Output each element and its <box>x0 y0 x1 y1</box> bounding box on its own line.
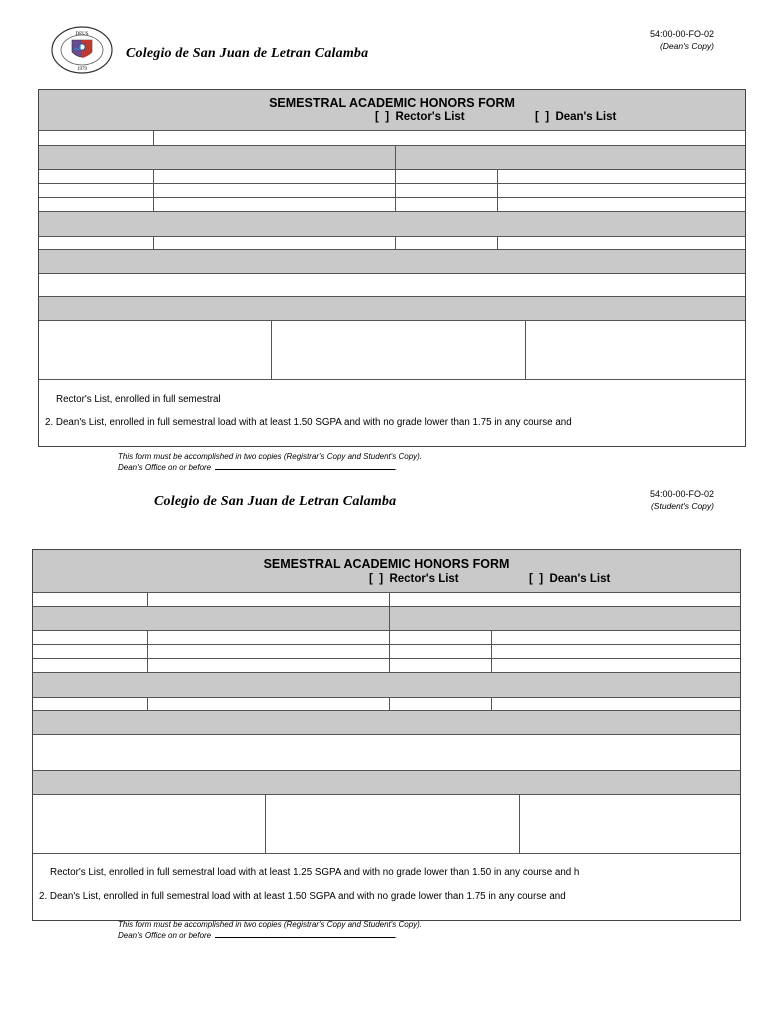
sgpa-field[interactable] <box>498 237 745 249</box>
form-code-2: 54:00-00-FO-02 <box>649 489 714 499</box>
semester-field[interactable] <box>154 237 394 249</box>
form-code: 54:00-00-FO-02 <box>649 29 714 39</box>
rectors-list-checkbox[interactable]: [ ] Rector's List <box>375 111 465 123</box>
info-field-1[interactable] <box>154 170 394 183</box>
info-field-6[interactable] <box>498 198 745 211</box>
note-line-1: This form must be accomplished in two copies (Registrar's Copy and Student's Copy). <box>118 452 423 461</box>
date-blank[interactable] <box>215 462 395 470</box>
students-copy-form <box>32 549 741 921</box>
form-title: SEMESTRAL ACADEMIC HONORS FORM <box>269 96 515 110</box>
criteria-rectors: Rector's List, enrolled in full semestral <box>56 394 221 405</box>
note-line-1b: This form must be accomplished in two copies (Registrar's Copy and Student's Copy). <box>118 920 423 929</box>
school-name: Colegio de San Juan de Letran Calamba <box>126 46 369 61</box>
section-band-3b <box>33 711 740 734</box>
form-code-block-2 <box>650 488 714 512</box>
section-band-1b <box>33 606 740 630</box>
rectors-list-checkbox-2[interactable]: [ ] Rector's List <box>369 573 459 585</box>
section-band-4 <box>39 297 745 320</box>
seal-motto: DEUS <box>75 32 89 37</box>
semester-field-2[interactable] <box>148 698 388 710</box>
criteria-rectors-2: Rector's List, enrolled in full semestral load with at least 1.25 SGPA and with no grade lower than 1.50 in any course and h <box>50 867 580 878</box>
criteria-deans: 2. Dean's List, enrolled in full semestral load with at least 1.50 SGPA and with no grade lower than 1.75 in any course and <box>45 417 572 428</box>
section-band-3 <box>39 250 745 273</box>
remarks-field-2[interactable] <box>33 735 740 770</box>
info-field-3b[interactable] <box>148 645 388 658</box>
section-band-2b <box>33 673 740 697</box>
name-field[interactable] <box>154 131 745 145</box>
name-label-cell <box>39 131 153 145</box>
instructions-note-2: This form must be accomplished in two copies (Registrar's Copy and Student's Copy). Dean's Office on or before . <box>118 920 423 940</box>
form-title-2: SEMESTRAL ACADEMIC HONORS FORM <box>263 557 510 571</box>
section-band-2 <box>39 212 745 236</box>
criteria-deans-2: 2. Dean's List, enrolled in full semestral load with at least 1.50 SGPA and with no grade lower than 1.75 in any course and <box>39 891 566 902</box>
info-field-6b[interactable] <box>492 659 740 672</box>
instructions-note: This form must be accomplished in two copies (Registrar's Copy and Student's Copy). Dean's Office on or before . <box>118 452 423 472</box>
info-field-3[interactable] <box>154 184 394 197</box>
signature-box-3[interactable] <box>526 321 745 379</box>
note-line-2b: Dean's Office on or before <box>118 931 212 940</box>
seal-year: 1979 <box>77 67 87 72</box>
note-line-2: Dean's Office on or before <box>118 463 212 472</box>
info-field-5[interactable] <box>154 198 394 211</box>
copy-label-2: (Student's Copy) <box>650 501 714 511</box>
deans-list-checkbox[interactable]: [ ] Dean's List <box>535 111 617 123</box>
remarks-field[interactable] <box>39 274 745 296</box>
info-field-1b[interactable] <box>148 631 388 644</box>
info-field-2b[interactable] <box>492 631 740 644</box>
form-code-block <box>650 28 714 52</box>
info-field-5b[interactable] <box>148 659 388 672</box>
school-name-2: Colegio de San Juan de Letran Calamba <box>154 494 397 509</box>
deans-copy-form <box>38 89 746 447</box>
section-band-1 <box>39 145 745 169</box>
signature-box-2[interactable] <box>272 321 525 379</box>
deans-list-checkbox-2[interactable]: [ ] Dean's List <box>529 573 611 585</box>
name-field-2[interactable] <box>148 593 740 606</box>
signature-box-1b[interactable] <box>33 795 265 853</box>
signature-box-1[interactable] <box>39 321 271 379</box>
info-field-4b[interactable] <box>492 645 740 658</box>
section-band-4b <box>33 771 740 794</box>
copy-label: (Dean's Copy) <box>659 41 714 51</box>
signature-box-3b[interactable] <box>520 795 740 853</box>
info-field-4[interactable] <box>498 184 745 197</box>
school-seal-logo <box>50 25 114 73</box>
info-field-2[interactable] <box>498 170 745 183</box>
date-blank-2[interactable] <box>215 930 395 938</box>
signature-box-2b[interactable] <box>266 795 519 853</box>
sgpa-field-2[interactable] <box>492 698 740 710</box>
